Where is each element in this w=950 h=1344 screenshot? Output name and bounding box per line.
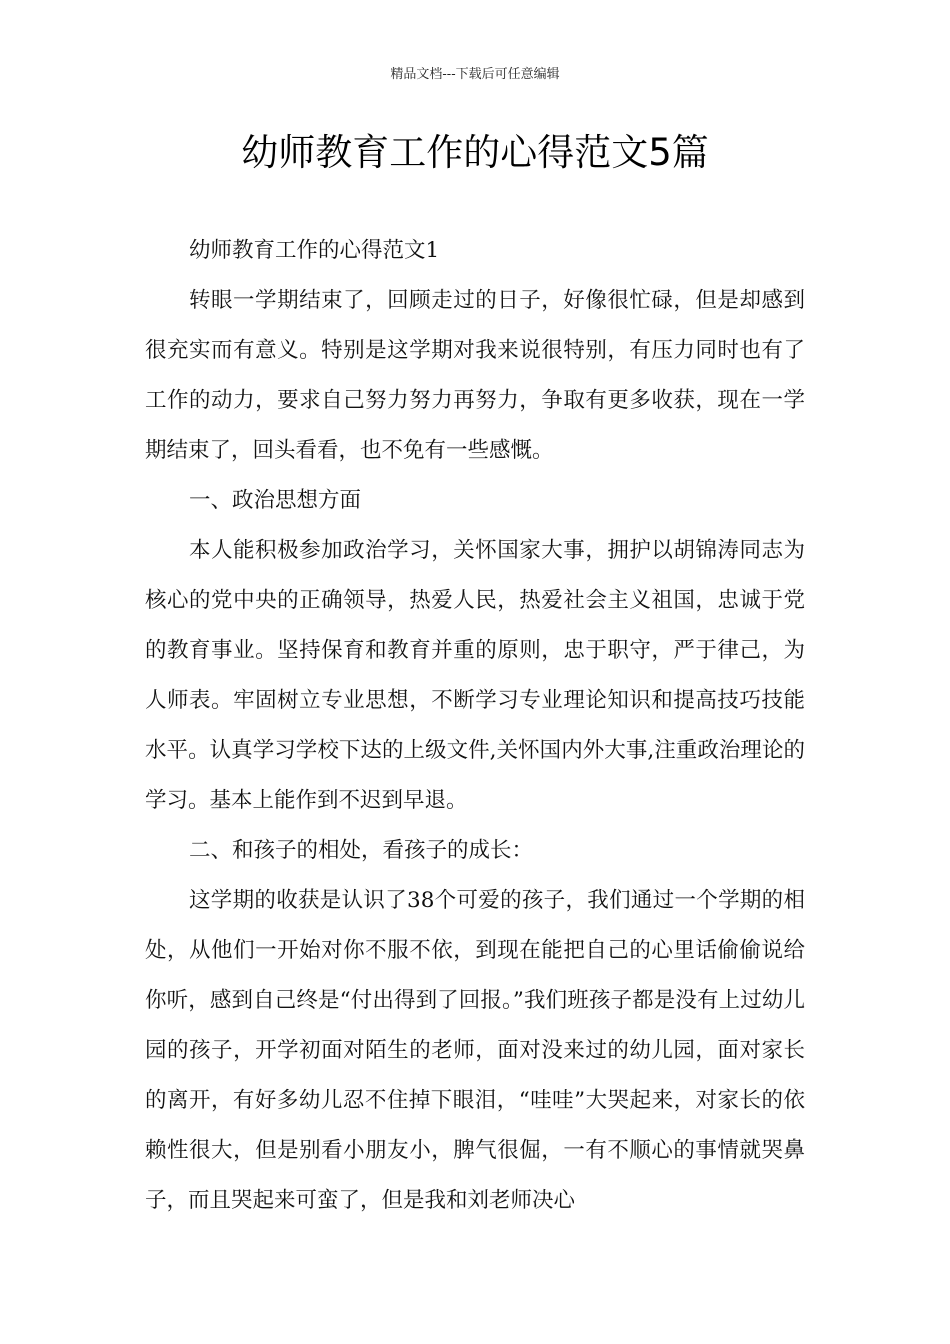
document-title: 幼师教育工作的心得范文5篇 — [241, 131, 709, 174]
section-heading-1: 幼师教育工作的心得范文1 — [189, 238, 440, 263]
paragraph-children: 这学期的收获是认识了38个可爱的孩子，我们通过一个学期的相处，从他们一开始对你不服不依，到现在能把自己的心里话偷偷说给你听，感到自己终是“付出得到了回报。”我们班孩子都是没有上过幼儿园的孩子，开学初面对陌生的老师，面对没来过的幼儿园，面对家长的离开，有好多幼儿忍不住掉下眼泪，“哇哇”大哭起来，对家长的依赖性很大，但是别看小朋友小，脾气很倔，一有不顺心的事情就哭鼻子，而且哭起来可蛮了，但是我和刘老师决心 — [145, 888, 805, 1213]
document-body — [145, 226, 805, 1226]
paragraph-politics: 本人能积极参加政治学习，关怀国家大事，拥护以胡锦涛同志为核心的党中央的正确领导，热爱人民，热爱社会主义祖国，忠诚于党的教育事业。坚持保育和教育并重的原则，忠于职守，严于律己，为人师表。牢固树立专业思想，不断学习专业理论知识和提高技巧技能水平。认真学习学校下达的上级文件,关怀国内外大事,注重政治理论的学习。基本上能作到不迟到早退。 — [145, 538, 805, 813]
paragraph-intro: 转眼一学期结束了，回顾走过的日子，好像很忙碌，但是却感到很充实而有意义。特别是这学期对我来说很特别，有压力同时也有了工作的动力，要求自己努力努力再努力，争取有更多收获，现在一学期结束了，回头看看，也不免有一些感慨。 — [145, 288, 805, 463]
section-heading-children: 二、和孩子的相处，看孩子的成长： — [189, 838, 534, 863]
section-heading-politics: 一、政治思想方面 — [189, 488, 362, 513]
header-note: 精品文档---下载后可任意编辑 — [390, 67, 560, 82]
